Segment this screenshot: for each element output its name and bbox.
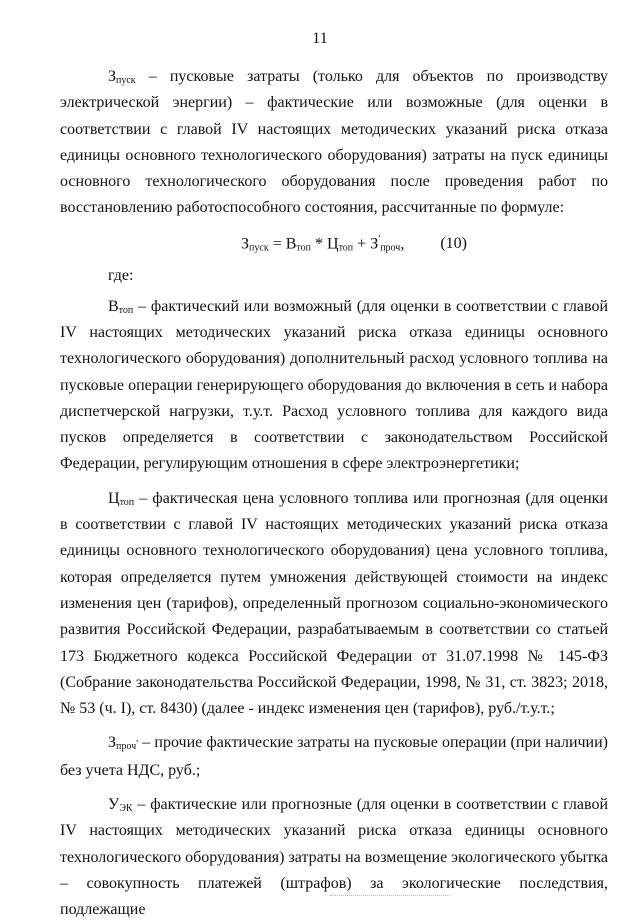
symbol-prime: ' <box>136 738 139 751</box>
formula-number: (10) <box>440 235 467 253</box>
paragraph-text: – фактический или возможный (для оценки в соответствии с главой IV настоящих методических указаний риска отказа единицы основного технологического оборудования) дополнительный расход условного топлива на пусковые операции генерирующего оборудования до включения в сеть и набора диспетчерской нагрузки, т.у.т. Расход условного топлива для каждого вида пусков определяется в соответствии с законодательством Российской Федерации, регулирующим отношения в сфере электроэнергетики; <box>60 297 608 473</box>
formula-lhs-subscript: пуск <box>249 242 269 254</box>
formula-multiply: * <box>311 235 327 253</box>
formula-term-other-subscript: проч <box>380 242 401 254</box>
formula-term-fuel-subscript: топ <box>296 242 311 254</box>
document-body <box>60 64 608 924</box>
paragraph-text: – пусковые затраты (только для объектов по производству электрической энергии) – фактические или возможные (для оценки в соответствии с главой IV настоящих методических указаний риска отказа единицы основного технологического оборудования) затраты на пуск единицы основного технологического оборудования после проведения работ по восстановлению работоспособного состояния, рассчитанные по формуле: <box>60 68 608 217</box>
symbol-subscript: пуск <box>116 75 136 86</box>
paragraph-text: – фактическая цена условного топлива или прогнозная (для оценки в соответствии с главой IV настоящих методических указаний риска отказа единицы основного технологического оборудования) цена условного топлива, которая определяется путем умножения действующей стоимости на индекс изменения цен (тарифов), определенный прогнозом социально-экономического развития Российской Федерации, разрабатываемым в соответствии со статьей 173 Бюджетного кодекса Российской Федерации от 31.07.1998 № 145-ФЗ (Собрание законодательства Российской Федерации, 1998, № 31, ст. 3823; 2018, № 53 (ч. I), ст. 8430) (далее - индекс изменения цен (тарифов), руб./т.у.т.; <box>60 489 608 718</box>
formula-term-other-prime: ' <box>378 232 381 245</box>
formula-term-price: Ц <box>327 235 339 253</box>
formula-term-price-subscript: топ <box>338 242 354 254</box>
formula-lhs: З <box>241 235 250 253</box>
formula-equals: = <box>268 235 286 253</box>
paragraph-zpusk-definition <box>60 64 608 222</box>
paragraph-tstop-definition <box>60 486 608 723</box>
paragraph-vtop-definition <box>60 294 608 478</box>
formula-comma: , <box>400 235 405 253</box>
scan-artifact <box>330 895 450 899</box>
symbol-subscript: проч <box>116 741 137 753</box>
where-label: где: <box>108 267 134 285</box>
formula-plus: + <box>353 235 371 253</box>
symbol-z: З <box>108 68 117 85</box>
page-number: 11 <box>312 30 328 47</box>
formula-term-other: З <box>370 235 379 253</box>
paragraph-uek-definition <box>60 792 608 923</box>
formula-10 <box>60 226 608 258</box>
paragraph-text: – прочие фактические затраты на пусковые операции (при наличии) без учета НДС, руб.; <box>60 734 608 779</box>
symbol-z: З <box>108 734 117 752</box>
symbol-subscript: ЭК <box>119 803 133 815</box>
paragraph-text: – фактические или прогнозные (для оценки в соответствии с главой IV настоящих методических указаний риска отказа единицы основного технологического оборудования) затраты на возмещение экологического убытка – совокупность платежей (штрафов) за экологические последствия, подлежащие <box>60 796 608 919</box>
symbol-subscript: топ <box>119 496 135 508</box>
symbol-u: У <box>108 796 120 814</box>
paragraph-zproch-definition <box>60 730 608 784</box>
formula-term-fuel: В <box>285 235 297 253</box>
symbol-subscript: топ <box>118 304 134 316</box>
symbol-v: В <box>108 297 119 315</box>
symbol-ts: Ц <box>108 489 120 507</box>
